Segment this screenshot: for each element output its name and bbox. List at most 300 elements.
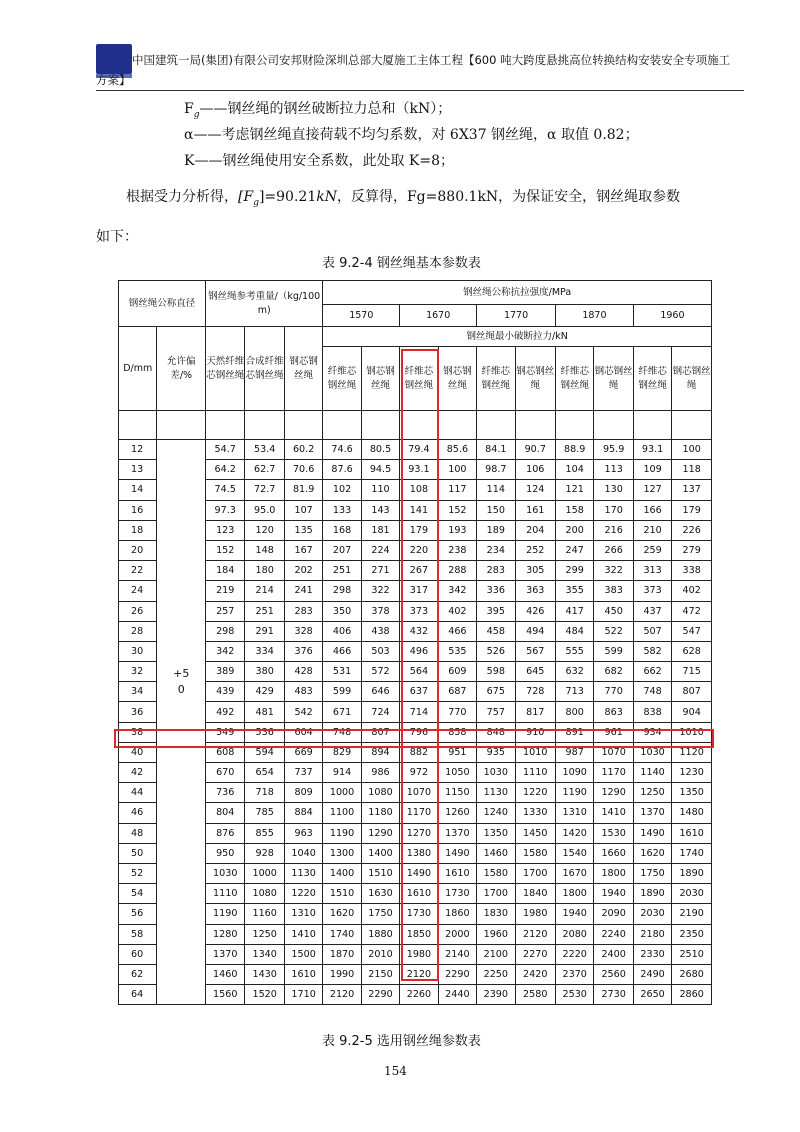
cell-value: 95.0	[245, 500, 284, 520]
cell-value: 130	[594, 480, 633, 500]
cell-diameter: 18	[119, 520, 157, 540]
cell-value: 1880	[361, 924, 399, 944]
header-weight-natural: 天然纤维芯钢丝绳	[206, 327, 245, 411]
header-fiber-1570: 纤维芯钢丝绳	[323, 347, 361, 411]
cell-value: 93.1	[633, 440, 671, 460]
cell-value: 807	[672, 682, 712, 702]
cell-value: 350	[323, 601, 361, 621]
cell-value: 87.6	[323, 460, 361, 480]
cell-value: 507	[633, 621, 671, 641]
cell-value: 376	[284, 641, 322, 661]
cell-value: 53.4	[245, 440, 284, 460]
cell-value: 438	[361, 621, 399, 641]
cell-value: 935	[477, 742, 515, 762]
header-strength-1770: 1770	[477, 305, 556, 327]
cell-value: 226	[672, 520, 712, 540]
cell-diameter: 58	[119, 924, 157, 944]
cell-value: 135	[284, 520, 322, 540]
cell-value: 2080	[555, 924, 593, 944]
cell-diameter: 64	[119, 985, 157, 1005]
cell-diameter: 14	[119, 480, 157, 500]
cell-value: 251	[245, 601, 284, 621]
table-row	[119, 843, 712, 863]
cell-value: 986	[361, 763, 399, 783]
cell-value: 93.1	[400, 460, 438, 480]
table-row	[119, 500, 712, 520]
cell-value: 1560	[206, 985, 245, 1005]
cell-value: 1190	[323, 823, 361, 843]
cell-value: 104	[555, 460, 593, 480]
cell-value: 855	[245, 823, 284, 843]
cell-value: 876	[206, 823, 245, 843]
cell-value: 1350	[672, 783, 712, 803]
header-fiber-1770: 纤维芯钢丝绳	[477, 347, 515, 411]
cell-diameter: 22	[119, 561, 157, 581]
cell-value: 671	[323, 702, 361, 722]
cell-value: 1890	[672, 863, 712, 883]
cell-value: 204	[515, 520, 555, 540]
cell-tolerance: +5 0	[157, 440, 206, 1005]
cell-value: 220	[400, 540, 438, 560]
cell-value: 1870	[323, 944, 361, 964]
cell-value: 796	[400, 722, 438, 742]
cell-value: 564	[400, 662, 438, 682]
cell-value: 2330	[633, 944, 671, 964]
header-strength-1870: 1870	[555, 305, 633, 327]
cell-value: 1000	[245, 863, 284, 883]
cell-value: 120	[245, 520, 284, 540]
cell-value: 599	[594, 641, 633, 661]
cell-value: 219	[206, 581, 245, 601]
cell-value: 106	[515, 460, 555, 480]
cell-value: 492	[206, 702, 245, 722]
cell-value: 1010	[515, 742, 555, 762]
cell-value: 522	[594, 621, 633, 641]
cell-value: 355	[555, 581, 593, 601]
cell-value: 241	[284, 581, 322, 601]
cell-value: 1830	[477, 904, 515, 924]
cell-value: 216	[594, 520, 633, 540]
cell-value: 2120	[323, 985, 361, 1005]
cell-value: 328	[284, 621, 322, 641]
header-weight: 钢丝绳参考重量/（kg/100 m)	[206, 281, 323, 327]
cell-value: 1080	[361, 783, 399, 803]
cell-value: 181	[361, 520, 399, 540]
cell-value: 748	[633, 682, 671, 702]
cell-value: 1890	[633, 884, 671, 904]
cell-value: 338	[672, 561, 712, 581]
cell-value: 599	[323, 682, 361, 702]
cell-value: 108	[400, 480, 438, 500]
cell-value: 1370	[206, 944, 245, 964]
table-row	[119, 641, 712, 661]
cell-diameter: 56	[119, 904, 157, 924]
cell-value: 604	[284, 722, 322, 742]
cell-value: 247	[555, 540, 593, 560]
cell-value: 1610	[284, 964, 322, 984]
cell-value: 2100	[477, 944, 515, 964]
cell-value: 127	[633, 480, 671, 500]
header-d-mm: D/mm	[119, 327, 157, 411]
cell-value: 150	[477, 500, 515, 520]
cell-value: 1410	[594, 803, 633, 823]
cell-value: 1410	[284, 924, 322, 944]
table-row	[119, 480, 712, 500]
cell-value: 85.6	[438, 440, 476, 460]
cell-value: 829	[323, 742, 361, 762]
cell-value: 1130	[284, 863, 322, 883]
cell-value: 1700	[477, 884, 515, 904]
cell-value: 1280	[206, 924, 245, 944]
cell-value: 1490	[633, 823, 671, 843]
cell-value: 675	[477, 682, 515, 702]
cell-value: 609	[438, 662, 476, 682]
header-steel-1870: 钢芯钢丝绳	[594, 347, 633, 411]
cell-value: 987	[555, 742, 593, 762]
table-row	[119, 763, 712, 783]
cell-value: 80.5	[361, 440, 399, 460]
cell-diameter: 62	[119, 964, 157, 984]
header-breaking-force: 钢丝绳最小破断拉力/kN	[323, 327, 712, 347]
cell-value: 2400	[594, 944, 633, 964]
header-steel-1770: 钢芯钢丝绳	[515, 347, 555, 411]
cell-value: 266	[594, 540, 633, 560]
cell-value: 200	[555, 520, 593, 540]
cell-value: 2650	[633, 985, 671, 1005]
cell-value: 1800	[555, 884, 593, 904]
cell-value: 1040	[284, 843, 322, 863]
cell-value: 439	[206, 682, 245, 702]
cell-value: 305	[515, 561, 555, 581]
cell-value: 472	[672, 601, 712, 621]
cell-value: 598	[477, 662, 515, 682]
cell-value: 342	[438, 581, 476, 601]
cell-value: 124	[515, 480, 555, 500]
table-row	[119, 884, 712, 904]
cell-value: 113	[594, 460, 633, 480]
definition-fg: $F_g——$钢丝绳的钢丝破断拉力总和（kN）；	[184, 101, 452, 120]
cell-value: 179	[400, 520, 438, 540]
cell-value: 167	[284, 540, 322, 560]
cell-value: 785	[245, 803, 284, 823]
cell-value: 114	[477, 480, 515, 500]
cell-diameter: 48	[119, 823, 157, 843]
table-row	[119, 722, 712, 742]
cell-value: 2090	[594, 904, 633, 924]
cell-value: 1670	[555, 863, 593, 883]
cell-value: 2290	[438, 964, 476, 984]
cell-value: 2120	[400, 964, 438, 984]
cell-value: 298	[323, 581, 361, 601]
definition-k: K——钢丝绳使用安全系数，此处取 K=8；	[184, 153, 455, 169]
header-strength-1960: 1960	[633, 305, 711, 327]
table-row	[119, 520, 712, 540]
header-weight-steel: 钢芯钢丝绳	[284, 327, 322, 411]
cell-diameter: 36	[119, 702, 157, 722]
cell-value: 555	[555, 641, 593, 661]
cell-value: 90.7	[515, 440, 555, 460]
cell-value: 718	[245, 783, 284, 803]
cell-value: 402	[438, 601, 476, 621]
cell-value: 961	[594, 722, 633, 742]
cell-value: 2530	[555, 985, 593, 1005]
cell-value: 1290	[594, 783, 633, 803]
cell-value: 1250	[633, 783, 671, 803]
cell-value: 1160	[245, 904, 284, 924]
table-row	[119, 924, 712, 944]
cell-value: 2510	[672, 944, 712, 964]
cell-value: 2000	[438, 924, 476, 944]
cell-value: 1630	[361, 884, 399, 904]
cell-value: 224	[361, 540, 399, 560]
definition-alpha: α——考虑钢丝绳直接荷载不均匀系数，对 6X37 钢丝绳，α 取值 0.82；	[184, 127, 639, 143]
cell-value: 547	[672, 621, 712, 641]
cell-value: 934	[633, 722, 671, 742]
cell-value: 322	[594, 561, 633, 581]
cell-value: 1080	[245, 884, 284, 904]
cell-value: 458	[477, 621, 515, 641]
cell-value: 1220	[284, 884, 322, 904]
cell-value: 1050	[438, 763, 476, 783]
calculation-paragraph: 根据受力分析得，$[F_g]=90.21kN$，反算得，Fg=880.1kN，为保证安全，钢丝绳取参数	[126, 189, 681, 208]
cell-value: 267	[400, 561, 438, 581]
cell-value: 1220	[515, 783, 555, 803]
cell-value: 98.7	[477, 460, 515, 480]
cell-value: 1310	[284, 904, 322, 924]
table-row	[119, 440, 712, 460]
cell-value: 1070	[594, 742, 633, 762]
header-title: 中国建筑一局(集团)有限公司安邦财险深圳总部大厦施工主体工程【600 吨大跨度悬挑高位转换结构安装安全专项施工	[132, 53, 731, 67]
cell-value: 189	[477, 520, 515, 540]
cell-value: 951	[438, 742, 476, 762]
header-steel-1670: 钢芯钢丝绳	[438, 347, 476, 411]
cell-value: 1710	[284, 985, 322, 1005]
cell-diameter: 40	[119, 742, 157, 762]
cell-value: 299	[555, 561, 593, 581]
cell-value: 2190	[672, 904, 712, 924]
cell-value: 2140	[438, 944, 476, 964]
cell-value: 64.2	[206, 460, 245, 480]
cell-value: 770	[438, 702, 476, 722]
cell-value: 168	[323, 520, 361, 540]
cell-value: 95.9	[594, 440, 633, 460]
cell-value: 582	[633, 641, 671, 661]
header-strength-1670: 1670	[400, 305, 477, 327]
cell-value: 536	[245, 722, 284, 742]
cell-value: 713	[555, 682, 593, 702]
cell-value: 395	[477, 601, 515, 621]
cell-value: 70.6	[284, 460, 322, 480]
cell-value: 283	[477, 561, 515, 581]
cell-value: 1150	[438, 783, 476, 803]
cell-value: 2180	[633, 924, 671, 944]
cell-value: 60.2	[284, 440, 322, 460]
cell-value: 531	[323, 662, 361, 682]
cell-value: 133	[323, 500, 361, 520]
cell-value: 1340	[245, 944, 284, 964]
cell-value: 466	[323, 641, 361, 661]
cell-value: 884	[284, 803, 322, 823]
cell-value: 481	[245, 702, 284, 722]
next-table-caption: 表 9.2-5 选用钢丝绳参数表	[322, 1034, 481, 1049]
header-steel-1960: 钢芯钢丝绳	[672, 347, 712, 411]
cell-value: 383	[594, 581, 633, 601]
cell-diameter: 38	[119, 722, 157, 742]
cell-value: 179	[672, 500, 712, 520]
cell-value: 2560	[594, 964, 633, 984]
table-row	[119, 863, 712, 883]
cell-value: 1460	[477, 843, 515, 863]
cell-value: 1180	[361, 803, 399, 823]
cell-value: 608	[206, 742, 245, 762]
cell-value: 2420	[515, 964, 555, 984]
cell-value: 804	[206, 803, 245, 823]
cell-value: 54.7	[206, 440, 245, 460]
cell-value: 74.5	[206, 480, 245, 500]
cell-value: 483	[284, 682, 322, 702]
cell-value: 503	[361, 641, 399, 661]
cell-value: 809	[284, 783, 322, 803]
cell-value: 1270	[400, 823, 438, 843]
cell-value: 637	[400, 682, 438, 702]
cell-value: 2030	[633, 904, 671, 924]
cell-value: 252	[515, 540, 555, 560]
cell-value: 1090	[555, 763, 593, 783]
cell-value: 81.9	[284, 480, 322, 500]
cell-value: 1730	[400, 904, 438, 924]
wire-rope-table	[118, 280, 712, 1001]
cell-value: 817	[515, 702, 555, 722]
cell-value: 914	[323, 763, 361, 783]
cell-value: 279	[672, 540, 712, 560]
cell-value: 1300	[323, 843, 361, 863]
cell-value: 193	[438, 520, 476, 540]
cell-value: 234	[477, 540, 515, 560]
cell-value: 402	[672, 581, 712, 601]
cell-value: 1840	[515, 884, 555, 904]
cell-value: 632	[555, 662, 593, 682]
cell-diameter: 20	[119, 540, 157, 560]
cell-value: 1540	[555, 843, 593, 863]
cell-value: 1070	[400, 783, 438, 803]
cell-value: 317	[400, 581, 438, 601]
cell-diameter: 54	[119, 884, 157, 904]
header-rule	[96, 90, 744, 91]
cell-value: 1260	[438, 803, 476, 823]
cell-value: 1430	[245, 964, 284, 984]
cell-value: 334	[245, 641, 284, 661]
cell-value: 1580	[477, 863, 515, 883]
cell-value: 757	[477, 702, 515, 722]
cell-value: 170	[594, 500, 633, 520]
cell-value: 432	[400, 621, 438, 641]
cell-value: 202	[284, 561, 322, 581]
cell-value: 2860	[672, 985, 712, 1005]
table-row	[119, 823, 712, 843]
cell-value: 848	[477, 722, 515, 742]
cell-value: 62.7	[245, 460, 284, 480]
cell-value: 84.1	[477, 440, 515, 460]
cell-value: 2250	[477, 964, 515, 984]
table-row	[119, 540, 712, 560]
cell-value: 572	[361, 662, 399, 682]
cell-value: 662	[633, 662, 671, 682]
cell-value: 426	[515, 601, 555, 621]
cell-value: 1740	[323, 924, 361, 944]
table-row	[119, 561, 712, 581]
cell-value: 669	[284, 742, 322, 762]
cell-value: 1700	[515, 863, 555, 883]
cell-value: 1610	[400, 884, 438, 904]
cell-diameter: 46	[119, 803, 157, 823]
cell-diameter: 34	[119, 682, 157, 702]
cell-value: 1370	[633, 803, 671, 823]
header-diameter: 钢丝绳公称直径	[119, 281, 206, 327]
cell-value: 526	[477, 641, 515, 661]
cell-value: 882	[400, 742, 438, 762]
cell-value: 166	[633, 500, 671, 520]
cell-diameter: 28	[119, 621, 157, 641]
cell-value: 79.4	[400, 440, 438, 460]
cell-value: 494	[515, 621, 555, 641]
cell-value: 214	[245, 581, 284, 601]
cell-value: 291	[245, 621, 284, 641]
cell-value: 1380	[400, 843, 438, 863]
cell-value: 148	[245, 540, 284, 560]
cell-value: 645	[515, 662, 555, 682]
table-row	[119, 944, 712, 964]
cell-value: 141	[400, 500, 438, 520]
table-row	[119, 621, 712, 641]
cell-value: 1940	[594, 884, 633, 904]
cell-value: 838	[633, 702, 671, 722]
cell-value: 1120	[672, 742, 712, 762]
cell-value: 1030	[477, 763, 515, 783]
cell-value: 1190	[555, 783, 593, 803]
cell-value: 389	[206, 662, 245, 682]
cell-value: 1990	[323, 964, 361, 984]
header-strength: 钢丝绳公称抗拉强度/MPa	[323, 281, 712, 305]
cell-value: 2010	[361, 944, 399, 964]
cell-value: 2440	[438, 985, 476, 1005]
page-number: 154	[384, 1064, 407, 1078]
cell-value: 542	[284, 702, 322, 722]
cell-value: 682	[594, 662, 633, 682]
cell-value: 1620	[633, 843, 671, 863]
cell-value: 298	[206, 621, 245, 641]
cell-value: 1250	[245, 924, 284, 944]
cell-value: 1310	[555, 803, 593, 823]
table-row	[119, 682, 712, 702]
cell-value: 363	[515, 581, 555, 601]
company-logo	[96, 44, 132, 74]
cell-value: 283	[284, 601, 322, 621]
table-caption: 表 9.2-4 钢丝绳基本参数表	[322, 256, 481, 271]
cell-value: 1980	[515, 904, 555, 924]
table-row	[119, 964, 712, 984]
cell-value: 1370	[438, 823, 476, 843]
cell-value: 2490	[633, 964, 671, 984]
cell-value: 2290	[361, 985, 399, 1005]
cell-value: 1400	[361, 843, 399, 863]
cell-value: 748	[323, 722, 361, 742]
cell-value: 2150	[361, 964, 399, 984]
cell-value: 807	[361, 722, 399, 742]
cell-value: 714	[400, 702, 438, 722]
cell-value: 1500	[284, 944, 322, 964]
cell-value: 121	[555, 480, 593, 500]
cell-value: 687	[438, 682, 476, 702]
